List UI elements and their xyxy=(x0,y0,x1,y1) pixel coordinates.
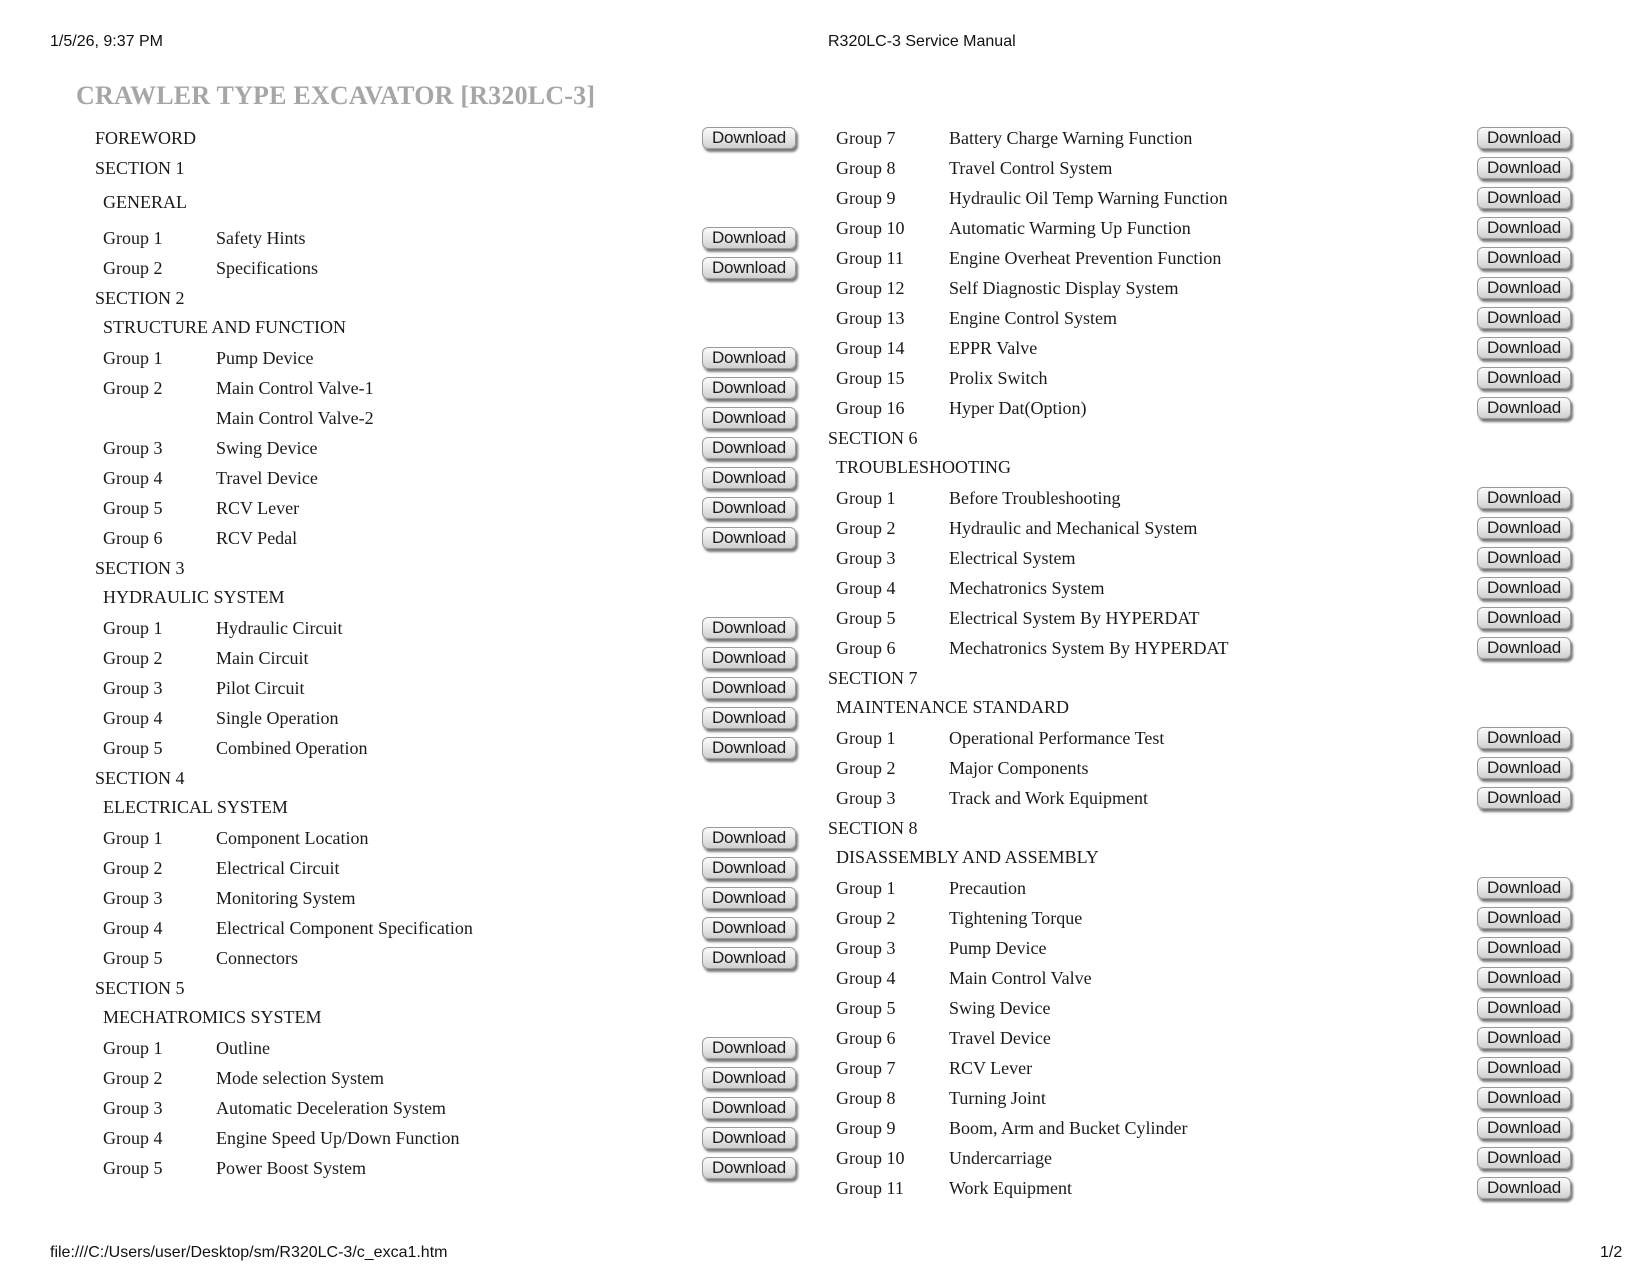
section-heading: STRUCTURE AND FUNCTION xyxy=(103,317,347,337)
download-button[interactable]: Download xyxy=(1477,637,1571,659)
toc-entry xyxy=(0,574,1650,604)
download-button[interactable]: Download xyxy=(1477,907,1571,929)
entry-title: Before Troubleshooting xyxy=(949,488,1121,508)
print-footer-url: file:///C:/Users/user/Desktop/sm/R320LC-3/c_exca1.htm xyxy=(50,1244,448,1261)
download-button[interactable]: Download xyxy=(1477,937,1571,959)
group-label: Group 7 xyxy=(836,128,896,148)
toc-entry xyxy=(0,334,1650,364)
group-label: Group 3 xyxy=(103,1098,163,1118)
entry-title: Mechatronics System xyxy=(949,578,1105,598)
section-label-row xyxy=(0,664,1650,693)
group-label: Group 2 xyxy=(103,858,163,878)
toc-entry xyxy=(0,634,1650,664)
entry-title: Automatic Warming Up Function xyxy=(949,218,1191,238)
section-label: SECTION 2 xyxy=(95,288,185,308)
group-label: Group 1 xyxy=(836,878,896,898)
toc-entry xyxy=(0,784,1650,814)
entry-title: Turning Joint xyxy=(949,1088,1046,1108)
entry-title: Pump Device xyxy=(949,938,1047,958)
entry-title: Prolix Switch xyxy=(949,368,1048,388)
section-label: SECTION 8 xyxy=(828,818,918,838)
group-label: Group 10 xyxy=(836,218,905,238)
toc-entry xyxy=(0,274,1650,304)
toc-entry xyxy=(0,754,1650,784)
group-label: Group 4 xyxy=(836,578,896,598)
entry-title: Tightening Torque xyxy=(949,908,1083,928)
section-heading: HYDRAULIC SYSTEM xyxy=(103,587,285,607)
toc-entry xyxy=(0,964,1650,994)
entry-title: Monitoring System xyxy=(216,888,356,908)
download-button[interactable]: Download xyxy=(1477,787,1571,809)
entry-title: Component Location xyxy=(216,828,369,848)
entry-title: Electrical Component Specification xyxy=(216,918,473,938)
group-label: Group 12 xyxy=(836,278,905,298)
group-label: Group 1 xyxy=(103,348,163,368)
toc-entry xyxy=(0,364,1650,394)
group-label: Group 2 xyxy=(103,1068,163,1088)
group-label: Group 16 xyxy=(836,398,905,418)
entry-title: Pump Device xyxy=(216,348,314,368)
download-button[interactable]: Download xyxy=(1477,757,1571,779)
entry-title: Track and Work Equipment xyxy=(949,788,1149,808)
entry-title: Work Equipment xyxy=(949,1178,1073,1198)
toc-entry xyxy=(0,994,1650,1024)
download-button[interactable]: Download xyxy=(1477,547,1571,569)
entry-title: Major Components xyxy=(949,758,1089,778)
group-label: Group 8 xyxy=(836,1088,896,1108)
group-label: Group 1 xyxy=(103,228,163,248)
entry-title: EPPR Valve xyxy=(949,338,1038,358)
group-label: Group 1 xyxy=(836,488,896,508)
download-button[interactable]: Download xyxy=(702,407,796,429)
toc-entry xyxy=(0,1114,1650,1144)
toc-entry xyxy=(0,514,1650,544)
group-label: Group 5 xyxy=(103,738,163,758)
download-button[interactable]: Download xyxy=(702,917,796,939)
download-button[interactable]: Download xyxy=(1477,1117,1571,1139)
section-heading: TROUBLESHOOTING xyxy=(836,457,1011,477)
group-label: Group 4 xyxy=(103,708,163,728)
entry-title: Electrical System xyxy=(949,548,1076,568)
toc-entry xyxy=(0,1174,1650,1204)
group-label: Group 6 xyxy=(836,1028,896,1048)
group-label: Group 2 xyxy=(103,648,163,668)
entry-title: RCV Lever xyxy=(949,1058,1033,1078)
download-button[interactable]: Download xyxy=(1477,1057,1571,1079)
entry-title: Precaution xyxy=(949,878,1026,898)
group-label: Group 3 xyxy=(103,888,163,908)
download-button[interactable]: Download xyxy=(1477,307,1571,329)
download-button[interactable]: Download xyxy=(702,677,796,699)
entry-title: Safety Hints xyxy=(216,228,306,248)
section-heading: MECHATROMICS SYSTEM xyxy=(103,1007,322,1027)
entry-title: RCV Pedal xyxy=(216,528,298,548)
toc-entry xyxy=(0,934,1650,964)
download-button[interactable]: Download xyxy=(1477,127,1571,149)
print-doc-title: R320LC-3 Service Manual xyxy=(828,33,1016,50)
section-label: SECTION 6 xyxy=(828,428,918,448)
download-button[interactable]: Download xyxy=(1477,397,1571,419)
entry-title: Swing Device xyxy=(216,438,318,458)
entry-title: Engine Overheat Prevention Function xyxy=(949,248,1222,268)
entry-title: Engine Speed Up/Down Function xyxy=(216,1128,460,1148)
entry-title: Travel Device xyxy=(216,468,318,488)
toc-entry xyxy=(0,394,1650,424)
entry-title: Battery Charge Warning Function xyxy=(949,128,1193,148)
entry-title: Operational Performance Test xyxy=(949,728,1165,748)
page-title: CRAWLER TYPE EXCAVATOR [R320LC-3] xyxy=(76,81,596,110)
download-button[interactable]: Download xyxy=(702,647,796,669)
download-button[interactable]: Download xyxy=(702,127,796,149)
download-button[interactable]: Download xyxy=(702,437,796,459)
entry-title: Swing Device xyxy=(949,998,1051,1018)
download-button[interactable]: Download xyxy=(702,617,796,639)
download-button[interactable]: Download xyxy=(1477,967,1571,989)
entry-title: Electrical Circuit xyxy=(216,858,340,878)
group-label: Group 1 xyxy=(103,618,163,638)
group-label: Group 9 xyxy=(836,188,896,208)
group-label: Group 5 xyxy=(103,948,163,968)
group-label: Group 2 xyxy=(836,758,896,778)
section-label: SECTION 5 xyxy=(95,978,185,998)
download-button[interactable]: Download xyxy=(702,227,796,249)
download-button[interactable]: Download xyxy=(1477,367,1571,389)
print-datetime: 1/5/26, 9:37 PM xyxy=(50,33,163,50)
entry-title: Mode selection System xyxy=(216,1068,384,1088)
group-label: Group 3 xyxy=(836,938,896,958)
entry-title: Mechatronics System By HYPERDAT xyxy=(949,638,1229,658)
download-button[interactable]: Download xyxy=(702,737,796,759)
entry-title: Boom, Arm and Bucket Cylinder xyxy=(949,1118,1188,1138)
download-button[interactable]: Download xyxy=(1477,517,1571,539)
group-label: Group 11 xyxy=(836,248,904,268)
download-button[interactable]: Download xyxy=(702,347,796,369)
entry-title: Automatic Deceleration System xyxy=(216,1098,446,1118)
entry-title: Main Control Valve xyxy=(949,968,1092,988)
section-heading-row xyxy=(0,693,1650,724)
group-label: Group 5 xyxy=(836,608,896,628)
download-button[interactable]: Download xyxy=(702,377,796,399)
download-button[interactable]: Download xyxy=(702,497,796,519)
group-label: Group 4 xyxy=(103,468,163,488)
download-button[interactable]: Download xyxy=(1477,1087,1571,1109)
group-label: Group 15 xyxy=(836,368,905,388)
download-button[interactable]: Download xyxy=(702,1037,796,1059)
toc-entry xyxy=(0,904,1650,934)
download-button[interactable]: Download xyxy=(702,827,796,849)
entry-title: Power Boost System xyxy=(216,1158,367,1178)
group-label: Group 1 xyxy=(103,828,163,848)
group-label: Group 1 xyxy=(103,1038,163,1058)
section-heading: MAINTENANCE STANDARD xyxy=(836,697,1070,717)
toc-entry xyxy=(0,544,1650,574)
entry-title: Hyper Dat(Option) xyxy=(949,398,1087,418)
entry-title: Travel Control System xyxy=(949,158,1113,178)
download-button[interactable]: Download xyxy=(702,1067,796,1089)
section-heading-row xyxy=(0,843,1650,874)
toc-entry xyxy=(0,604,1650,634)
download-button[interactable]: Download xyxy=(1477,1177,1571,1199)
entry-title: Pilot Circuit xyxy=(216,678,305,698)
entry-title: Outline xyxy=(216,1038,270,1058)
entry-title: Travel Device xyxy=(949,1028,1051,1048)
group-label: Group 4 xyxy=(103,918,163,938)
download-button[interactable]: Download xyxy=(1477,997,1571,1019)
print-page-number: 1/2 xyxy=(1600,1244,1623,1261)
entry-title: Hydraulic Oil Temp Warning Function xyxy=(949,188,1228,208)
entry-title: RCV Lever xyxy=(216,498,300,518)
download-button[interactable]: Download xyxy=(702,1097,796,1119)
group-label: Group 6 xyxy=(103,528,163,548)
group-label: Group 7 xyxy=(836,1058,896,1078)
group-label: Group 4 xyxy=(103,1128,163,1148)
group-label: Group 2 xyxy=(103,378,163,398)
toc-entry xyxy=(0,124,1650,154)
entry-title: Main Control Valve-2 xyxy=(216,408,374,428)
group-label: Group 13 xyxy=(836,308,905,328)
download-button[interactable]: Download xyxy=(1477,1027,1571,1049)
group-label: Group 2 xyxy=(836,908,896,928)
entry-title: Main Control Valve-1 xyxy=(216,378,374,398)
download-button[interactable]: Download xyxy=(1477,1147,1571,1169)
entry-title: Connectors xyxy=(216,948,298,968)
group-label: Group 10 xyxy=(836,1148,905,1168)
section-heading: GENERAL xyxy=(103,192,187,212)
toc-entry xyxy=(0,1084,1650,1114)
entry-title: Electrical System By HYPERDAT xyxy=(949,608,1200,628)
download-button[interactable]: Download xyxy=(1477,877,1571,899)
group-label: Group 11 xyxy=(836,1178,904,1198)
group-label: Group 9 xyxy=(836,1118,896,1138)
toc-entry xyxy=(0,724,1650,754)
toc-entry xyxy=(0,214,1650,244)
toc-entry xyxy=(0,244,1650,274)
toc-entry xyxy=(0,1024,1650,1054)
download-button[interactable]: Download xyxy=(1477,607,1571,629)
download-button[interactable]: Download xyxy=(1477,577,1571,599)
toc-entry xyxy=(0,874,1650,904)
entry-title: Combined Operation xyxy=(216,738,368,758)
download-button[interactable]: Download xyxy=(1477,727,1571,749)
download-button[interactable]: Download xyxy=(702,887,796,909)
group-label: Group 4 xyxy=(836,968,896,988)
section-label-row xyxy=(0,424,1650,453)
section-label-row xyxy=(0,814,1650,843)
section-label: SECTION 7 xyxy=(828,668,918,688)
download-button[interactable]: Download xyxy=(1477,277,1571,299)
toc-right-column xyxy=(0,124,1650,1204)
download-button[interactable]: Download xyxy=(702,257,796,279)
group-label: Group 3 xyxy=(836,788,896,808)
group-label: Group 5 xyxy=(103,498,163,518)
section-label: SECTION 3 xyxy=(95,558,185,578)
download-button[interactable]: Download xyxy=(1477,487,1571,509)
foreword-label: FOREWORD xyxy=(95,128,197,148)
entry-title: Hydraulic Circuit xyxy=(216,618,343,638)
group-label: Group 3 xyxy=(103,678,163,698)
section-heading: ELECTRICAL SYSTEM xyxy=(103,797,288,817)
section-label: SECTION 4 xyxy=(95,768,185,788)
entry-title: Hydraulic and Mechanical System xyxy=(949,518,1198,538)
toc-entry xyxy=(0,1144,1650,1174)
group-label: Group 5 xyxy=(836,998,896,1018)
entry-title: Engine Control System xyxy=(949,308,1117,328)
toc-entry xyxy=(0,154,1650,184)
download-button[interactable]: Download xyxy=(1477,247,1571,269)
download-button[interactable]: Download xyxy=(702,947,796,969)
download-button[interactable]: Download xyxy=(702,857,796,879)
group-label: Group 6 xyxy=(836,638,896,658)
entry-title: Self Diagnostic Display System xyxy=(949,278,1179,298)
download-button[interactable]: Download xyxy=(1477,187,1571,209)
section-label: SECTION 1 xyxy=(95,158,185,178)
group-label: Group 8 xyxy=(836,158,896,178)
download-button[interactable]: Download xyxy=(702,467,796,489)
entry-title: Single Operation xyxy=(216,708,339,728)
section-heading: DISASSEMBLY AND ASSEMBLY xyxy=(836,847,1099,867)
toc-entry xyxy=(0,184,1650,214)
download-button[interactable]: Download xyxy=(1477,337,1571,359)
group-label: Group 14 xyxy=(836,338,905,358)
group-label: Group 3 xyxy=(103,438,163,458)
download-button[interactable]: Download xyxy=(1477,157,1571,179)
entry-title: Undercarriage xyxy=(949,1148,1052,1168)
group-label: Group 1 xyxy=(836,728,896,748)
toc-entry xyxy=(0,484,1650,514)
group-label: Group 5 xyxy=(103,1158,163,1178)
entry-title: Specifications xyxy=(216,258,318,278)
toc-entry xyxy=(0,304,1650,334)
section-heading-row xyxy=(0,453,1650,484)
download-button[interactable]: Download xyxy=(702,707,796,729)
download-button[interactable]: Download xyxy=(702,1127,796,1149)
group-label: Group 2 xyxy=(836,518,896,538)
download-button[interactable]: Download xyxy=(1477,217,1571,239)
group-label: Group 3 xyxy=(836,548,896,568)
group-label: Group 2 xyxy=(103,258,163,278)
toc-entry xyxy=(0,1054,1650,1084)
entry-title: Main Circuit xyxy=(216,648,309,668)
download-button[interactable]: Download xyxy=(702,527,796,549)
download-button[interactable]: Download xyxy=(702,1157,796,1179)
